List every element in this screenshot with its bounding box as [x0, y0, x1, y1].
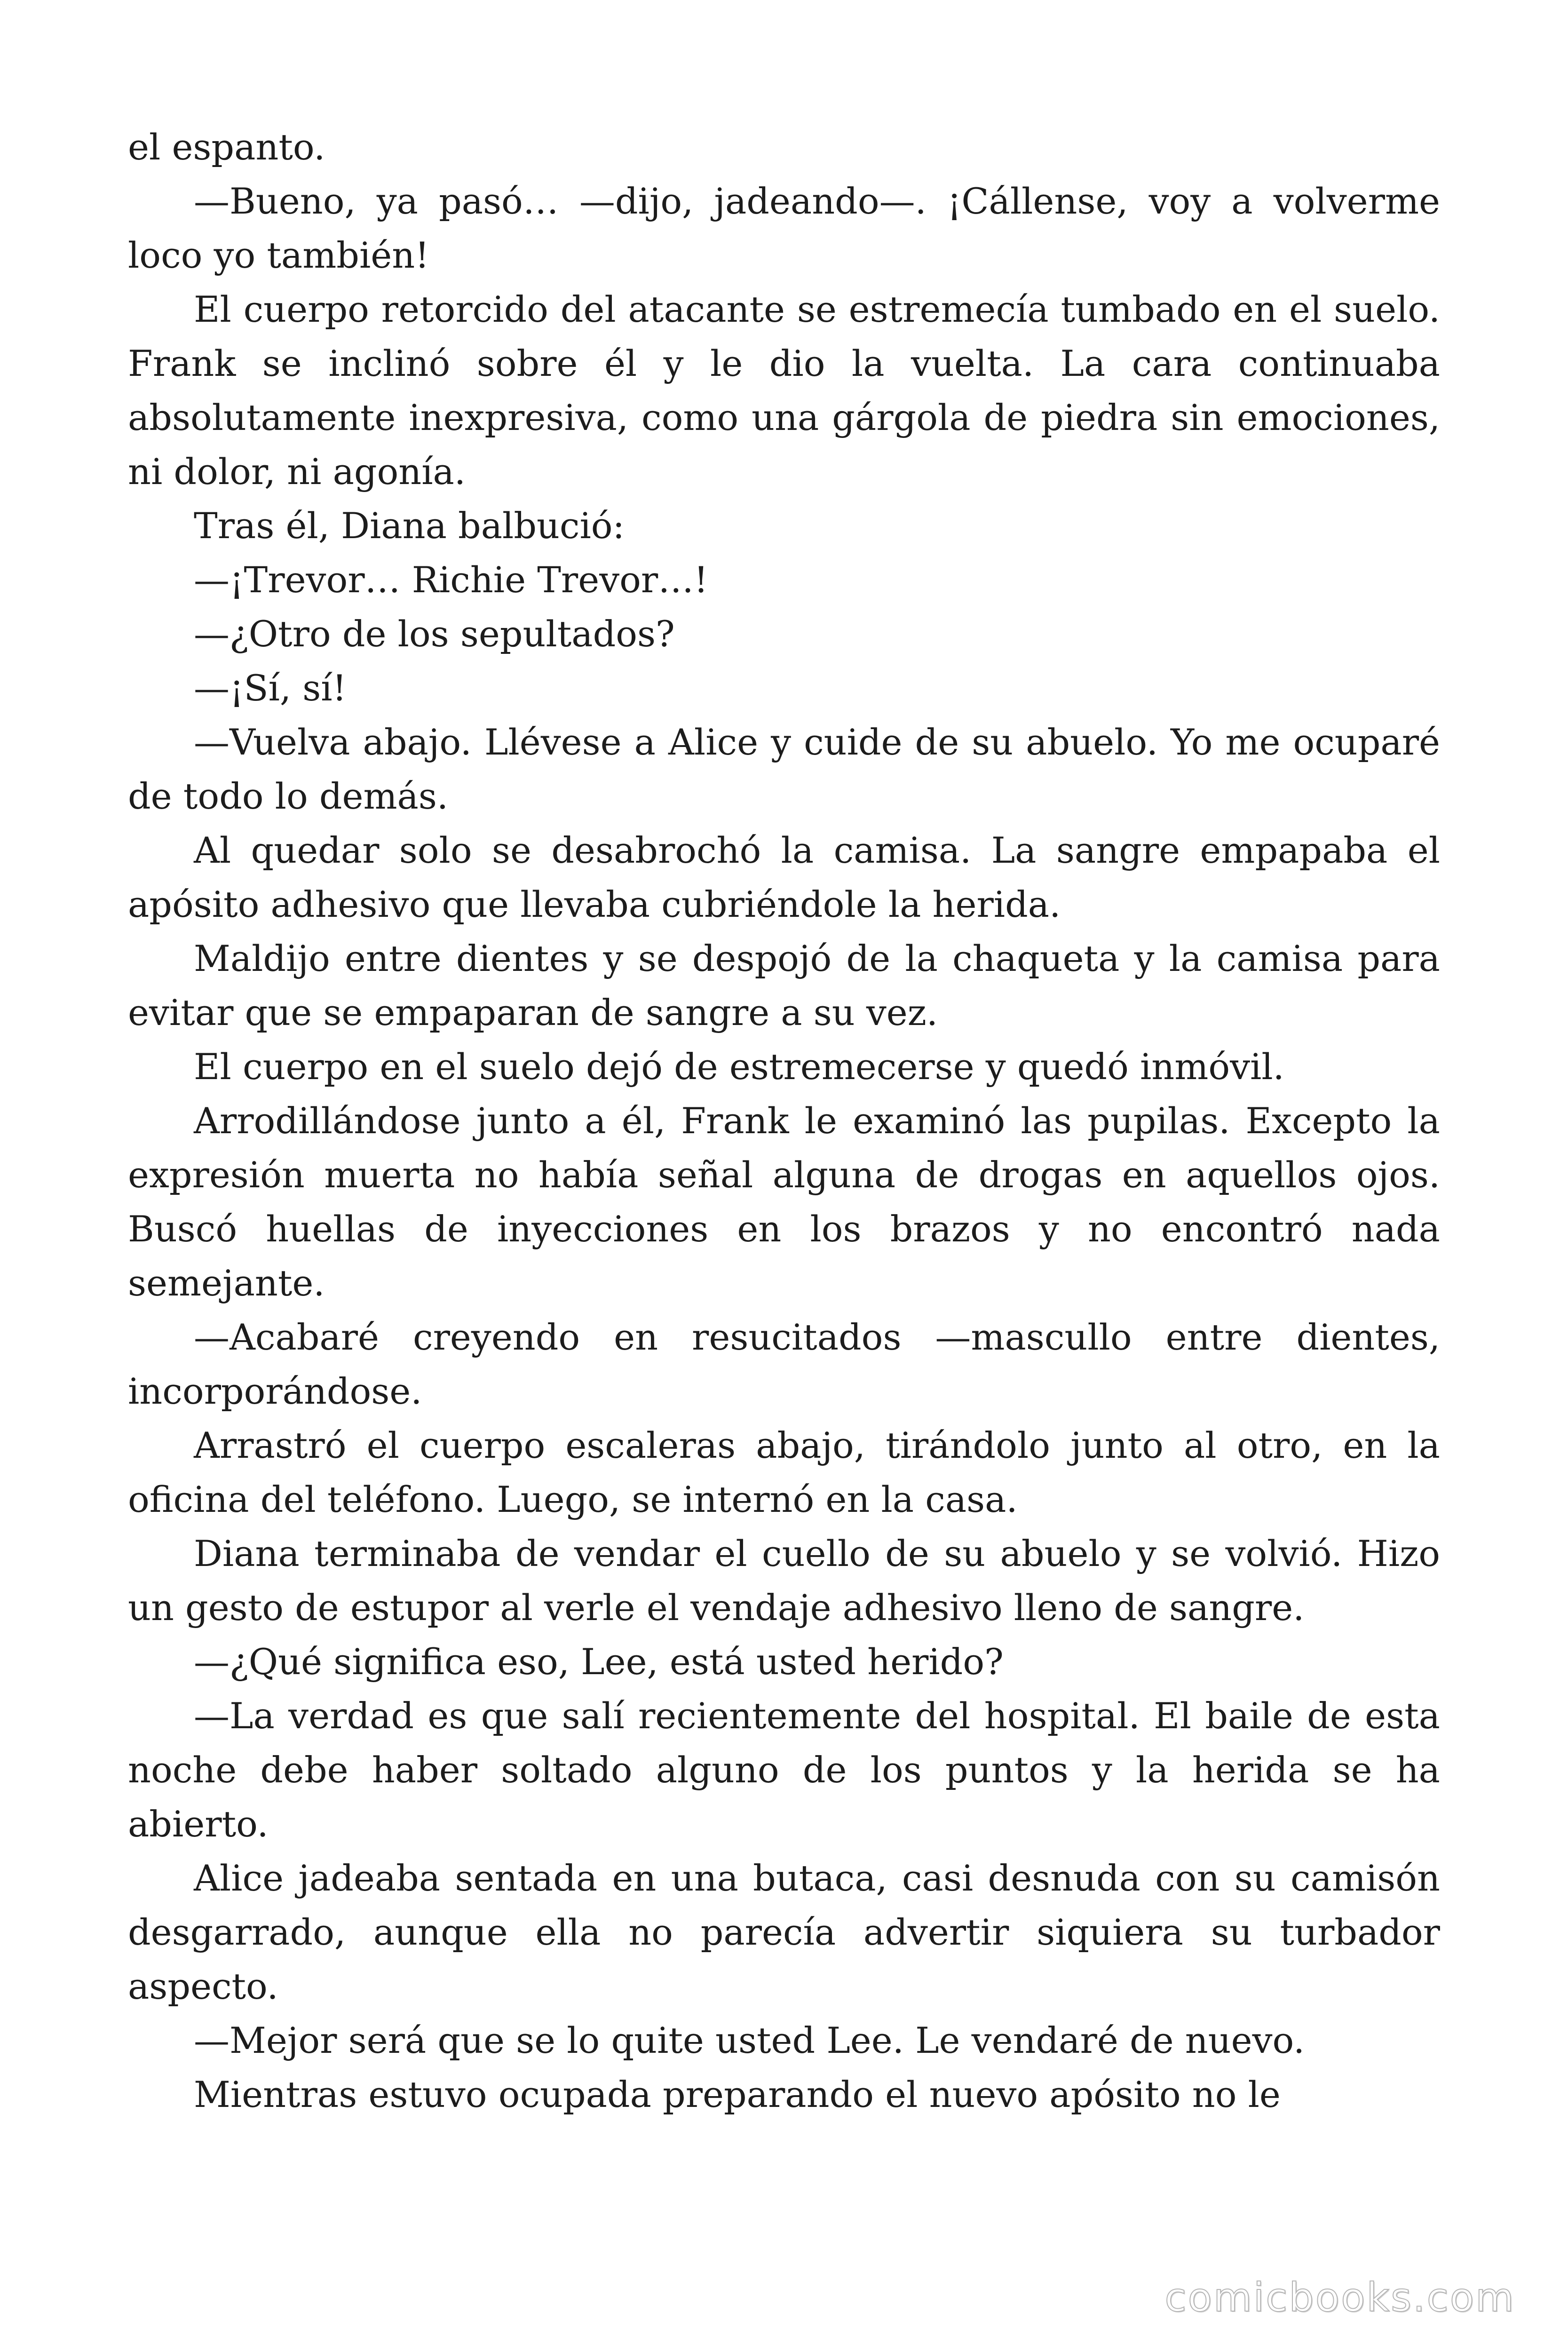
book-page-text — [128, 120, 1440, 2122]
paragraph: Tras él, Diana balbució: — [194, 505, 625, 547]
paragraph: El cuerpo retorcido del atacante se estremecía tumbado en el suelo. Frank se inclinó sobre él y le dio la vuelta. La cara continuaba absolutamente inexpresiva, como una gárgola de piedra sin emociones, ni dolor, ni agonía. — [128, 288, 1440, 493]
paragraph: —La verdad es que salí recientemente del hospital. El baile de esta noche debe haber soltado alguno de los puntos y la herida se ha abierto. — [128, 1695, 1440, 1845]
paragraph: —¡Trevor… Richie Trevor…! — [194, 559, 708, 601]
paragraph-continuation: el espanto. — [128, 126, 325, 168]
paragraph: —¡Sí, sí! — [194, 667, 347, 709]
paragraph: —Bueno, ya pasó… —dijo, jadeando—. ¡Cállense, voy a volverme loco yo también! — [128, 180, 1440, 276]
paragraph: Maldijo entre dientes y se despojó de la chaqueta y la camisa para evitar que se empaparan de sangre a su vez. — [128, 938, 1440, 1033]
paragraph: Diana terminaba de vendar el cuello de su abuelo y se volvió. Hizo un gesto de estupor al verle el vendaje adhesivo lleno de sangre. — [128, 1533, 1440, 1629]
paragraph: —¿Otro de los sepultados? — [194, 613, 675, 655]
paragraph: El cuerpo en el suelo dejó de estremecerse y quedó inmóvil. — [194, 1046, 1284, 1088]
paragraph: Al quedar solo se desabrochó la camisa. La sangre empapaba el apósito adhesivo que llevaba cubriéndole la herida. — [128, 829, 1440, 925]
paragraph: Arrodillándose junto a él, Frank le examinó las pupilas. Excepto la expresión muerta no había señal alguna de drogas en aquellos ojos. Buscó huellas de inyecciones en los brazos y no encontró nada semejante. — [128, 1100, 1440, 1304]
paragraph: —Acabaré creyendo en resucitados —mascullo entre dientes, incorporándose. — [128, 1316, 1440, 1412]
paragraph: Mientras estuvo ocupada preparando el nuevo apósito no le — [194, 2074, 1281, 2115]
watermark-logo: comicbooks.com — [1164, 2274, 1515, 2320]
paragraph: —Mejor será que se lo quite usted Lee. Le vendaré de nuevo. — [194, 2019, 1305, 2061]
paragraph: Alice jadeaba sentada en una butaca, casi desnuda con su camisón desgarrado, aunque ella no parecía advertir siquiera su turbador aspecto. — [128, 1857, 1440, 2007]
paragraph: —Vuelva abajo. Llévese a Alice y cuide de su abuelo. Yo me ocuparé de todo lo demás. — [128, 721, 1440, 817]
paragraph: Arrastró el cuerpo escaleras abajo, tirándolo junto al otro, en la oficina del teléfono. Luego, se internó en la casa. — [128, 1424, 1440, 1520]
paragraph: —¿Qué significa eso, Lee, está usted herido? — [194, 1641, 1004, 1683]
